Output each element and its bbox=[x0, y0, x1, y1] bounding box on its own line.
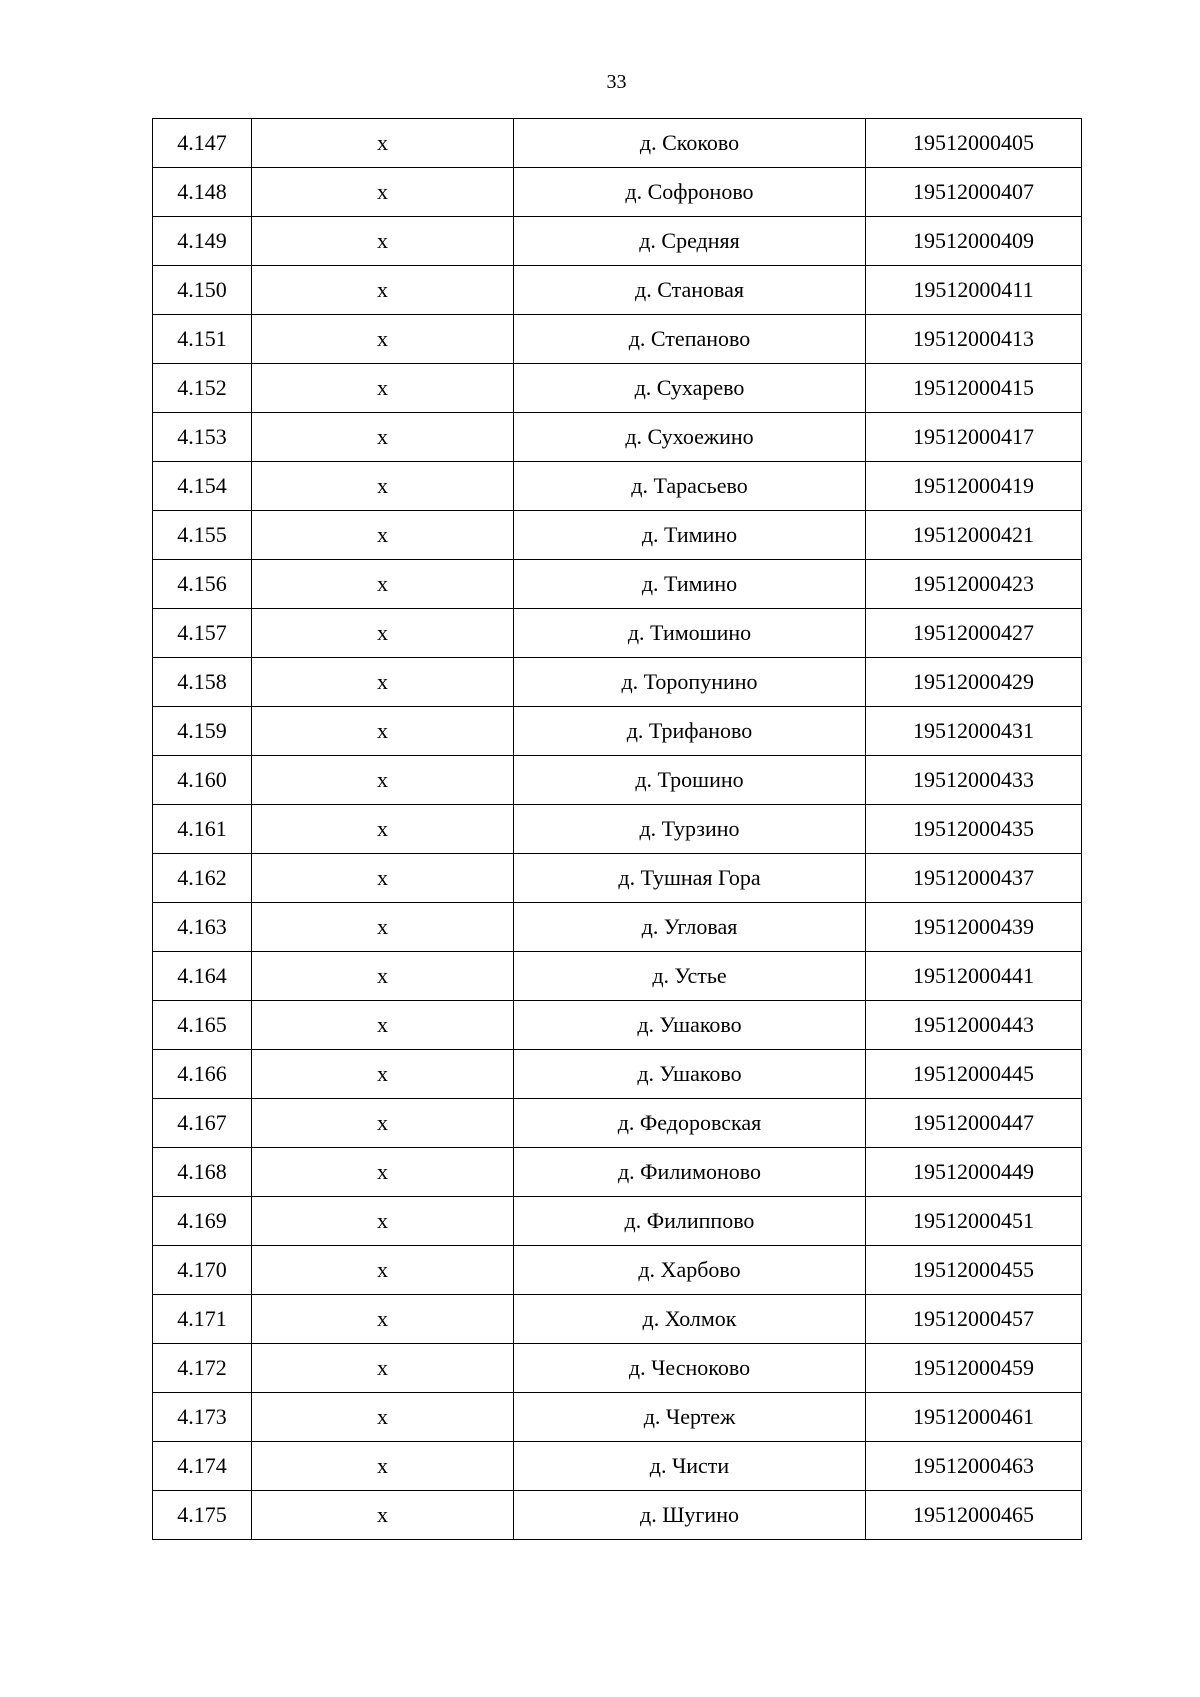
table-row bbox=[153, 903, 1082, 952]
table-row bbox=[153, 952, 1082, 1001]
mark-cell: х bbox=[252, 217, 514, 266]
row-number-cell: 4.173 bbox=[153, 1393, 252, 1442]
table-row bbox=[153, 1344, 1082, 1393]
settlement-name-cell: д. Тимино bbox=[514, 560, 866, 609]
row-number-cell: 4.153 bbox=[153, 413, 252, 462]
table-row bbox=[153, 1491, 1082, 1540]
code-cell: 19512000407 bbox=[866, 168, 1082, 217]
table-row bbox=[153, 511, 1082, 560]
settlement-name-cell: д. Ушаково bbox=[514, 1001, 866, 1050]
row-number-cell: 4.149 bbox=[153, 217, 252, 266]
mark-cell: х bbox=[252, 315, 514, 364]
settlement-name-cell: д. Тарасьево bbox=[514, 462, 866, 511]
row-number-cell: 4.148 bbox=[153, 168, 252, 217]
code-cell: 19512000415 bbox=[866, 364, 1082, 413]
row-number-cell: 4.166 bbox=[153, 1050, 252, 1099]
settlement-name-cell: д. Шугино bbox=[514, 1491, 866, 1540]
mark-cell: х bbox=[252, 1393, 514, 1442]
table-row bbox=[153, 658, 1082, 707]
row-number-cell: 4.171 bbox=[153, 1295, 252, 1344]
settlement-name-cell: д. Филимоново bbox=[514, 1148, 866, 1197]
mark-cell: х bbox=[252, 658, 514, 707]
code-cell: 19512000465 bbox=[866, 1491, 1082, 1540]
page-number: 33 bbox=[606, 71, 627, 93]
code-cell: 19512000447 bbox=[866, 1099, 1082, 1148]
table-row bbox=[153, 1099, 1082, 1148]
settlement-name-cell: д. Сухарево bbox=[514, 364, 866, 413]
code-cell: 19512000411 bbox=[866, 266, 1082, 315]
settlements-table bbox=[152, 118, 1082, 1540]
settlement-name-cell: д. Тимошино bbox=[514, 609, 866, 658]
settlement-name-cell: д. Тимино bbox=[514, 511, 866, 560]
settlement-name-cell: д. Софроново bbox=[514, 168, 866, 217]
settlement-name-cell: д. Степаново bbox=[514, 315, 866, 364]
row-number-cell: 4.156 bbox=[153, 560, 252, 609]
code-cell: 19512000427 bbox=[866, 609, 1082, 658]
code-cell: 19512000441 bbox=[866, 952, 1082, 1001]
code-cell: 19512000417 bbox=[866, 413, 1082, 462]
table-body bbox=[153, 119, 1082, 1540]
code-cell: 19512000451 bbox=[866, 1197, 1082, 1246]
mark-cell: х bbox=[252, 560, 514, 609]
row-number-cell: 4.175 bbox=[153, 1491, 252, 1540]
code-cell: 19512000409 bbox=[866, 217, 1082, 266]
code-cell: 19512000457 bbox=[866, 1295, 1082, 1344]
row-number-cell: 4.158 bbox=[153, 658, 252, 707]
mark-cell: х bbox=[252, 854, 514, 903]
code-cell: 19512000435 bbox=[866, 805, 1082, 854]
row-number-cell: 4.151 bbox=[153, 315, 252, 364]
table-row bbox=[153, 413, 1082, 462]
mark-cell: х bbox=[252, 364, 514, 413]
code-cell: 19512000429 bbox=[866, 658, 1082, 707]
code-cell: 19512000431 bbox=[866, 707, 1082, 756]
table-row bbox=[153, 805, 1082, 854]
table-row bbox=[153, 707, 1082, 756]
settlement-name-cell: д. Федоровская bbox=[514, 1099, 866, 1148]
table-row bbox=[153, 1148, 1082, 1197]
code-cell: 19512000459 bbox=[866, 1344, 1082, 1393]
settlement-name-cell: д. Сухоежино bbox=[514, 413, 866, 462]
mark-cell: х bbox=[252, 1197, 514, 1246]
table-row bbox=[153, 560, 1082, 609]
row-number-cell: 4.147 bbox=[153, 119, 252, 168]
mark-cell: х bbox=[252, 1344, 514, 1393]
settlement-name-cell: д. Средняя bbox=[514, 217, 866, 266]
table-row bbox=[153, 266, 1082, 315]
code-cell: 19512000463 bbox=[866, 1442, 1082, 1491]
table-row bbox=[153, 1001, 1082, 1050]
row-number-cell: 4.152 bbox=[153, 364, 252, 413]
row-number-cell: 4.154 bbox=[153, 462, 252, 511]
mark-cell: х bbox=[252, 1099, 514, 1148]
mark-cell: х bbox=[252, 952, 514, 1001]
mark-cell: х bbox=[252, 462, 514, 511]
settlement-name-cell: д. Харбово bbox=[514, 1246, 866, 1295]
settlement-name-cell: д. Становая bbox=[514, 266, 866, 315]
code-cell: 19512000413 bbox=[866, 315, 1082, 364]
row-number-cell: 4.157 bbox=[153, 609, 252, 658]
mark-cell: х bbox=[252, 413, 514, 462]
mark-cell: х bbox=[252, 609, 514, 658]
table-row bbox=[153, 364, 1082, 413]
row-number-cell: 4.165 bbox=[153, 1001, 252, 1050]
mark-cell: х bbox=[252, 1001, 514, 1050]
code-cell: 19512000433 bbox=[866, 756, 1082, 805]
row-number-cell: 4.160 bbox=[153, 756, 252, 805]
mark-cell: х bbox=[252, 1148, 514, 1197]
settlement-name-cell: д. Трошино bbox=[514, 756, 866, 805]
settlement-name-cell: д. Ушаково bbox=[514, 1050, 866, 1099]
table-row bbox=[153, 315, 1082, 364]
settlement-name-cell: д. Устье bbox=[514, 952, 866, 1001]
settlement-name-cell: д. Филиппово bbox=[514, 1197, 866, 1246]
mark-cell: х bbox=[252, 1491, 514, 1540]
table-row bbox=[153, 1442, 1082, 1491]
mark-cell: х bbox=[252, 1295, 514, 1344]
settlement-name-cell: д. Чертеж bbox=[514, 1393, 866, 1442]
code-cell: 19512000439 bbox=[866, 903, 1082, 952]
table-row bbox=[153, 1246, 1082, 1295]
row-number-cell: 4.159 bbox=[153, 707, 252, 756]
row-number-cell: 4.169 bbox=[153, 1197, 252, 1246]
table-row bbox=[153, 854, 1082, 903]
mark-cell: х bbox=[252, 168, 514, 217]
code-cell: 19512000461 bbox=[866, 1393, 1082, 1442]
mark-cell: х bbox=[252, 266, 514, 315]
table-row bbox=[153, 756, 1082, 805]
code-cell: 19512000445 bbox=[866, 1050, 1082, 1099]
mark-cell: х bbox=[252, 119, 514, 168]
table-row bbox=[153, 119, 1082, 168]
settlement-name-cell: д. Холмок bbox=[514, 1295, 866, 1344]
settlement-name-cell: д. Скоково bbox=[514, 119, 866, 168]
settlement-name-cell: д. Турзино bbox=[514, 805, 866, 854]
code-cell: 19512000443 bbox=[866, 1001, 1082, 1050]
row-number-cell: 4.162 bbox=[153, 854, 252, 903]
row-number-cell: 4.172 bbox=[153, 1344, 252, 1393]
table-row bbox=[153, 217, 1082, 266]
mark-cell: х bbox=[252, 1442, 514, 1491]
settlement-name-cell: д. Торопунино bbox=[514, 658, 866, 707]
row-number-cell: 4.167 bbox=[153, 1099, 252, 1148]
row-number-cell: 4.155 bbox=[153, 511, 252, 560]
table-row bbox=[153, 462, 1082, 511]
table-row bbox=[153, 168, 1082, 217]
code-cell: 19512000421 bbox=[866, 511, 1082, 560]
settlement-name-cell: д. Чисти bbox=[514, 1442, 866, 1491]
code-cell: 19512000449 bbox=[866, 1148, 1082, 1197]
table-row bbox=[153, 1393, 1082, 1442]
row-number-cell: 4.170 bbox=[153, 1246, 252, 1295]
code-cell: 19512000423 bbox=[866, 560, 1082, 609]
row-number-cell: 4.161 bbox=[153, 805, 252, 854]
row-number-cell: 4.164 bbox=[153, 952, 252, 1001]
settlement-name-cell: д. Угловая bbox=[514, 903, 866, 952]
table-row bbox=[153, 1050, 1082, 1099]
code-cell: 19512000437 bbox=[866, 854, 1082, 903]
code-cell: 19512000419 bbox=[866, 462, 1082, 511]
mark-cell: х bbox=[252, 1050, 514, 1099]
mark-cell: х bbox=[252, 1246, 514, 1295]
mark-cell: х bbox=[252, 805, 514, 854]
settlement-name-cell: д. Трифаново bbox=[514, 707, 866, 756]
mark-cell: х bbox=[252, 511, 514, 560]
settlement-name-cell: д. Чесноково bbox=[514, 1344, 866, 1393]
mark-cell: х bbox=[252, 756, 514, 805]
row-number-cell: 4.168 bbox=[153, 1148, 252, 1197]
table-row bbox=[153, 1197, 1082, 1246]
mark-cell: х bbox=[252, 903, 514, 952]
row-number-cell: 4.174 bbox=[153, 1442, 252, 1491]
mark-cell: х bbox=[252, 707, 514, 756]
settlement-name-cell: д. Тушная Гора bbox=[514, 854, 866, 903]
row-number-cell: 4.163 bbox=[153, 903, 252, 952]
code-cell: 19512000405 bbox=[866, 119, 1082, 168]
code-cell: 19512000455 bbox=[866, 1246, 1082, 1295]
table-row bbox=[153, 1295, 1082, 1344]
table-row bbox=[153, 609, 1082, 658]
row-number-cell: 4.150 bbox=[153, 266, 252, 315]
